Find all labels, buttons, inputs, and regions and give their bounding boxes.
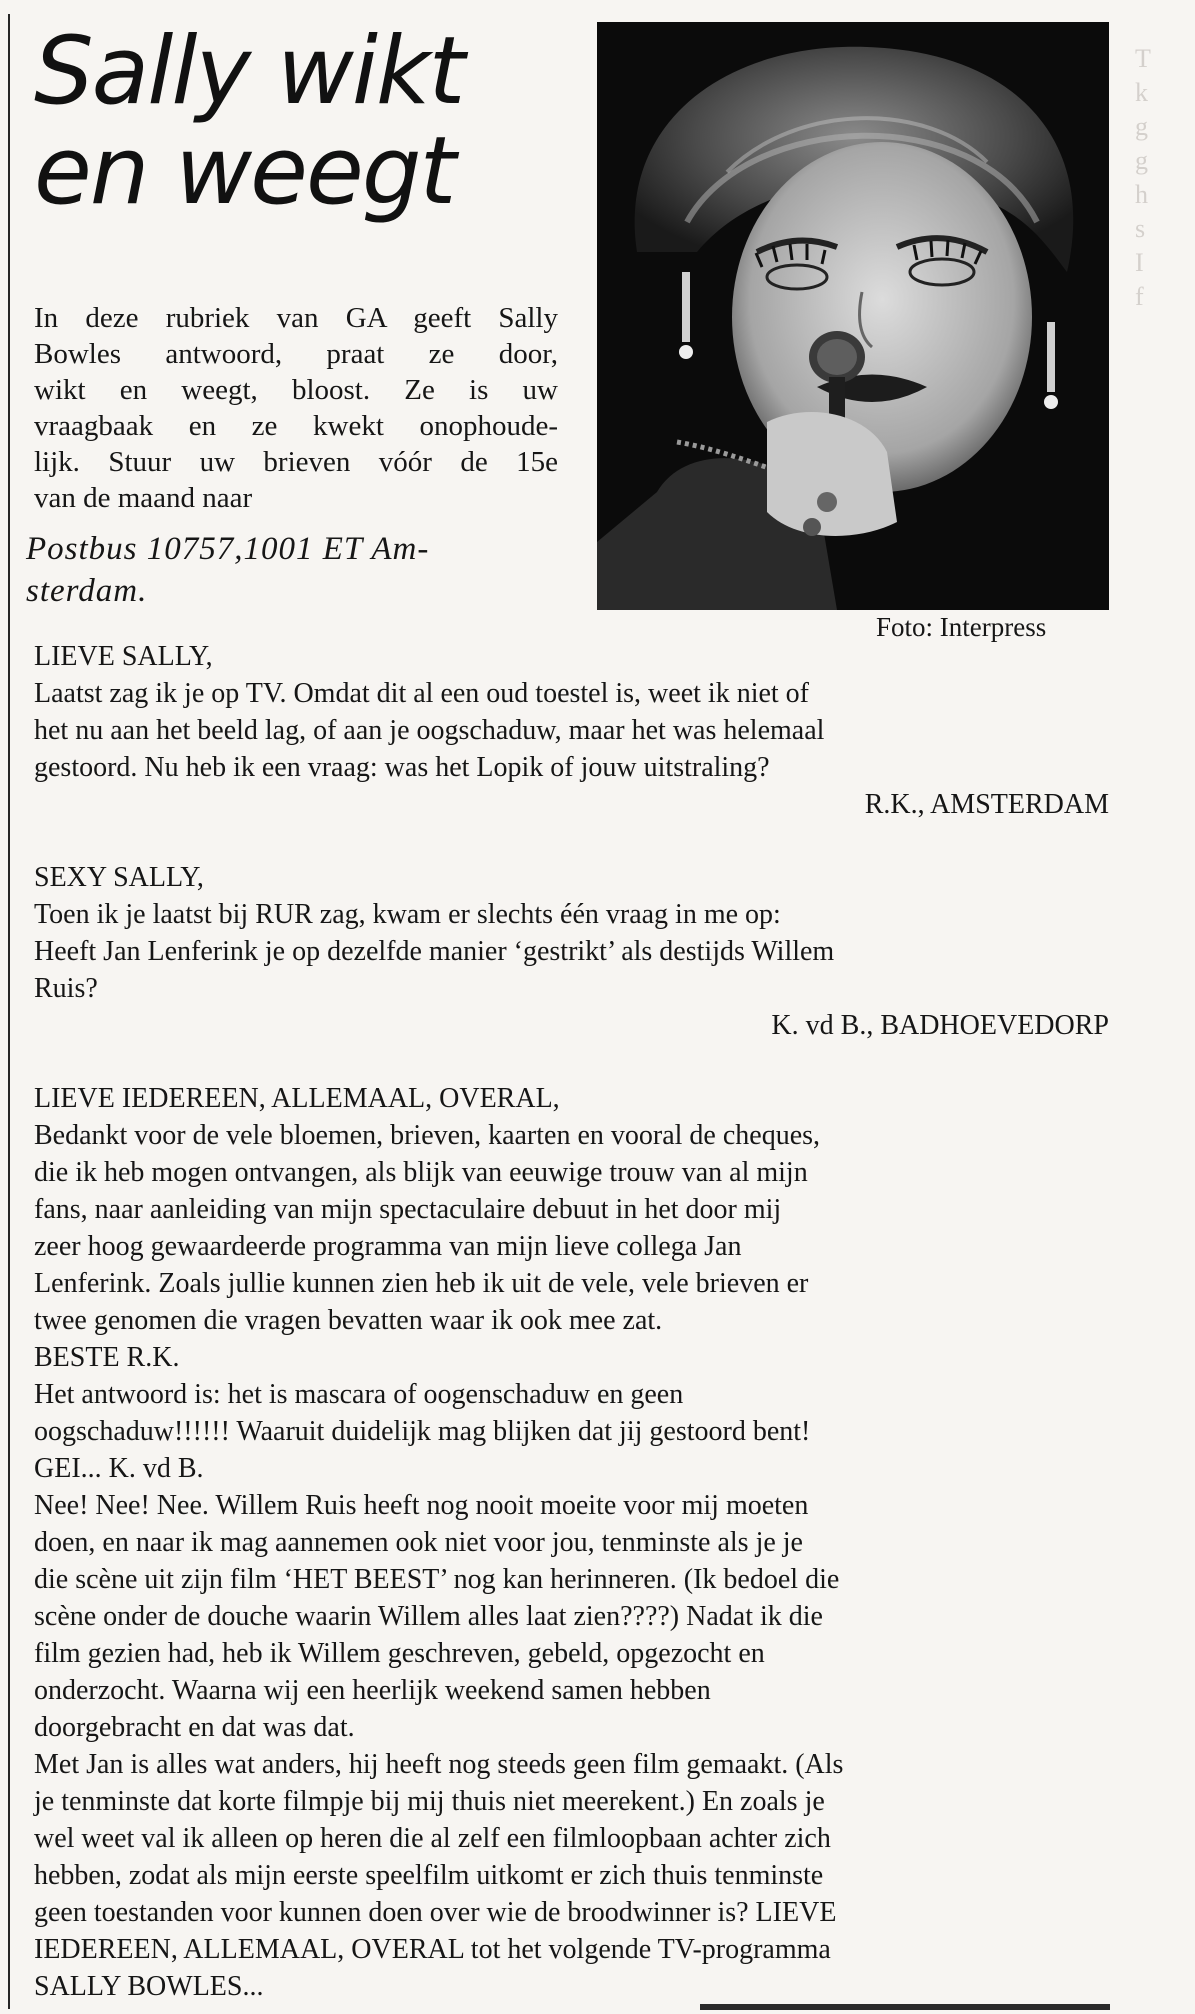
reply-line: twee genomen die vragen bevatten waar ik ook mee zat.: [34, 1305, 663, 1336]
reply-line: fans, naar aanleiding van mijn spectaculaire debuut in het door mij: [34, 1194, 782, 1225]
answer-2-line: die scène uit zijn film ‘HET BEEST’ nog kan herinneren. (Ik bedoel die: [34, 1564, 840, 1595]
title-line-1: Sally wikt: [34, 17, 464, 126]
answer-2-line: Met Jan is alles wat anders, hij heeft nog steeds geen film gemaakt. (Als: [34, 1749, 844, 1780]
photo-credit: Foto: Interpress: [876, 612, 1047, 642]
intro-line: wikt en weegt, bloost. Ze is uw: [34, 374, 558, 406]
letter-2-line: Ruis?: [34, 973, 98, 1004]
reply-salutation: LIEVE IEDEREEN, ALLEMAAL, OVERAL,: [34, 1083, 560, 1114]
answer-2-line: hebben, zodat als mijn eerste speelfilm uitkomt er zich thuis tenminste: [34, 1860, 824, 1891]
answer-2-line: wel weet val ik alleen op heren die al zelf een filmloopbaan achter zich: [34, 1823, 831, 1854]
answer-1-line: oogschaduw!!!!!! Waaruit duidelijk mag blijken dat jij gestoord bent!: [34, 1416, 811, 1447]
letter-2-line: Heeft Jan Lenferink je op dezelfde manier ‘gestrikt’ als destijds Willem: [34, 936, 835, 967]
intro-line: Bowles antwoord, praat ze door,: [34, 338, 558, 370]
answer-2-heading: GEI... K. vd B.: [34, 1453, 204, 1484]
letter-2-salutation: SEXY SALLY,: [34, 862, 204, 893]
letter-2-line: Toen ik je laatst bij RUR zag, kwam er slechts één vraag in me op:: [34, 899, 781, 930]
answer-2-line: geen toestanden voor kunnen doen over wie de broodwinner is? LIEVE: [34, 1897, 837, 1928]
answer-2-line: doorgebracht en dat was dat.: [34, 1712, 355, 1743]
reply-line: Lenferink. Zoals jullie kunnen zien heb ik uit de vele, vele brieven er: [34, 1268, 809, 1299]
answer-1-line: Het antwoord is: het is mascara of oogenschaduw en geen: [34, 1379, 684, 1410]
answer-2-line: scène onder de douche waarin Willem alles laat zien????) Nadat ik die: [34, 1601, 823, 1632]
title-line-2: en weegt: [34, 117, 455, 226]
answer-2-line: je tenminste dat korte filmpje bij mij thuis niet meerekent.) En zoals je: [34, 1786, 825, 1817]
reply-line: Bedankt voor de vele bloemen, brieven, kaarten en vooral de cheques,: [34, 1120, 821, 1151]
postal-address: [26, 528, 429, 612]
letter-1-salutation: LIEVE SALLY,: [34, 641, 213, 672]
letter-1-line: het nu aan het beeld lag, of aan je oogschaduw, maar het was helemaal: [34, 715, 825, 746]
reply-line: die ik heb mogen ontvangen, als blijk van eeuwige trouw van al mijn: [34, 1157, 808, 1188]
answer-2-line: Nee! Nee! Nee. Willem Ruis heeft nog nooit moeite voor mij moeten: [34, 1490, 809, 1521]
reply-line: zeer hoog gewaardeerde programma van mijn lieve collega Jan: [34, 1231, 742, 1262]
letter-1-line: gestoord. Nu heb ik een vraag: was het Lopik of jouw uitstraling?: [34, 752, 770, 783]
bottom-rule: [700, 2004, 1110, 2010]
letters-column: [34, 638, 1109, 2005]
address-line: Postbus 10757,1001 ET Am-: [26, 531, 430, 567]
bleed-through: T k g g h s I f: [1135, 44, 1151, 311]
intro-line: lijk. Stuur uw brieven vóór de 15e: [34, 446, 558, 478]
article-title: [34, 17, 464, 226]
intro-paragraph: [34, 300, 558, 516]
answer-1-heading: BESTE R.K.: [34, 1342, 180, 1373]
answer-2-line: IEDEREEN, ALLEMAAL, OVERAL tot het volgende TV-programma: [34, 1934, 831, 1965]
letter-1-signature: R.K., AMSTERDAM: [864, 789, 1109, 820]
portrait-illustration: [597, 22, 1109, 610]
address-line: sterdam.: [26, 573, 148, 609]
letter-1-line: Laatst zag ik je op TV. Omdat dit al een oud toestel is, weet ik niet of: [34, 678, 810, 709]
intro-line: vraagbaak en ze kwekt onophoude-: [34, 410, 558, 442]
answer-2-line: doen, en naar ik mag aannemen ook niet voor jou, tenminste als je je: [34, 1527, 803, 1558]
column-rule: [8, 14, 10, 2009]
answer-2-line: film gezien had, heb ik Willem geschreven, gebeld, opgezocht en: [34, 1638, 765, 1669]
portrait-photo: [597, 22, 1109, 610]
letter-2-signature: K. vd B., BADHOEVEDORP: [771, 1010, 1109, 1041]
intro-line: van de maand naar: [34, 482, 253, 514]
intro-line: In deze rubriek van GA geeft Sally: [34, 302, 558, 334]
answer-2-line: SALLY BOWLES...: [34, 1971, 264, 2002]
answer-2-line: onderzocht. Waarna wij een heerlijk weekend samen hebben: [34, 1675, 711, 1706]
